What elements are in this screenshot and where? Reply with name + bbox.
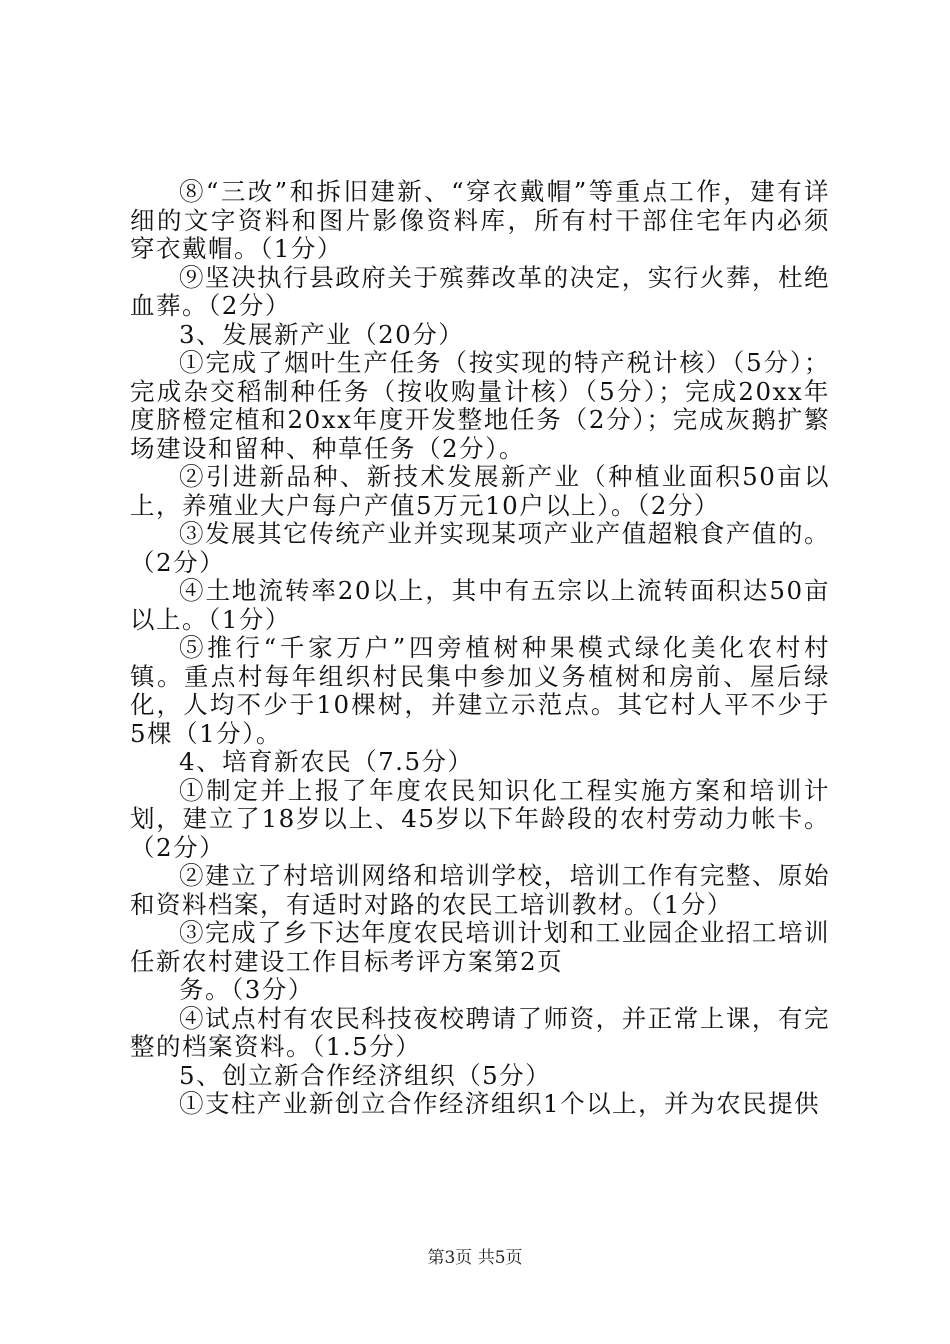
paragraph-item-3-4: ④土地流转率20以上，其中有五宗以上流转面积达50亩以上。（1分） — [130, 576, 830, 634]
paragraph-item-3-1: ①完成了烟叶生产任务（按实现的特产税计核）（5分）；完成杂交稻制种任务（按收购量计核）（5分）；完成20xx年度脐橙定植和20xx年度开发整地任务（2分）；完成灰鹅扩繁场建设和留种、种草任务（2分）。 — [130, 348, 830, 463]
paragraph-item-4-3-continued: 务。（3分） — [179, 975, 314, 1004]
section-heading-3: 3、发展新产业（20分） — [179, 319, 465, 349]
paragraph-item-3-2: ②引进新品种、新技术发展新产业（种植业面积50亩以上，养殖业大户每户产值5万元10户以上）。（2分） — [130, 462, 830, 520]
paragraph-item-3-3: ③发展其它传统产业并实现某项产业产值超粮食产值的。（2分） — [130, 519, 830, 577]
document-body — [130, 178, 830, 1119]
paragraph-item-4-1: ①制定并上报了年度农民知识化工程实施方案和培训计划，建立了18岁以上、45岁以下年龄段的农村劳动力帐卡。（2分） — [130, 775, 830, 862]
paragraph-item-8: ⑧“三改”和拆旧建新、“穿衣戴帽”等重点工作，建有详细的文字资料和图片影像资料库，所有村干部住宅年内必须穿衣戴帽。（1分） — [130, 177, 830, 263]
paragraph-item-4-4: ④试点村有农民科技夜校聘请了师资，并正常上课，有完整的档案资料。（1.5分） — [130, 1003, 830, 1061]
page-number-footer: 第3页 共5页 — [427, 1248, 523, 1268]
paragraph-item-4-2: ②建立了村培训网络和培训学校，培训工作有完整、原始和资料档案，有适时对路的农民工培训教材。（1分） — [130, 861, 830, 919]
paragraph-item-9: ⑨坚决执行县政府关于殡葬改革的决定，实行火葬，杜绝血葬。（2分） — [130, 262, 830, 320]
paragraph-item-5-1: ①支柱产业新创立合作经济组织1个以上，并为农民提供 — [179, 1089, 821, 1118]
section-heading-4: 4、培育新农民（7.5分） — [179, 747, 474, 776]
paragraph-item-4-3: ③完成了乡下达年度农民培训计划和工业园企业招工培训任新农村建设工作目标考评方案第2页 — [130, 918, 830, 976]
paragraph-item-3-5: ⑤推行“千家万户”四旁植树种果模式绿化美化农村村镇。重点村每年组织村民集中参加义务植树和房前、屋后绿化，人均不少于10棵树，并建立示范点。其它村人平不少于5棵（1分）。 — [130, 633, 830, 748]
section-heading-5: 5、创立新合作经济组织（5分） — [179, 1060, 552, 1090]
